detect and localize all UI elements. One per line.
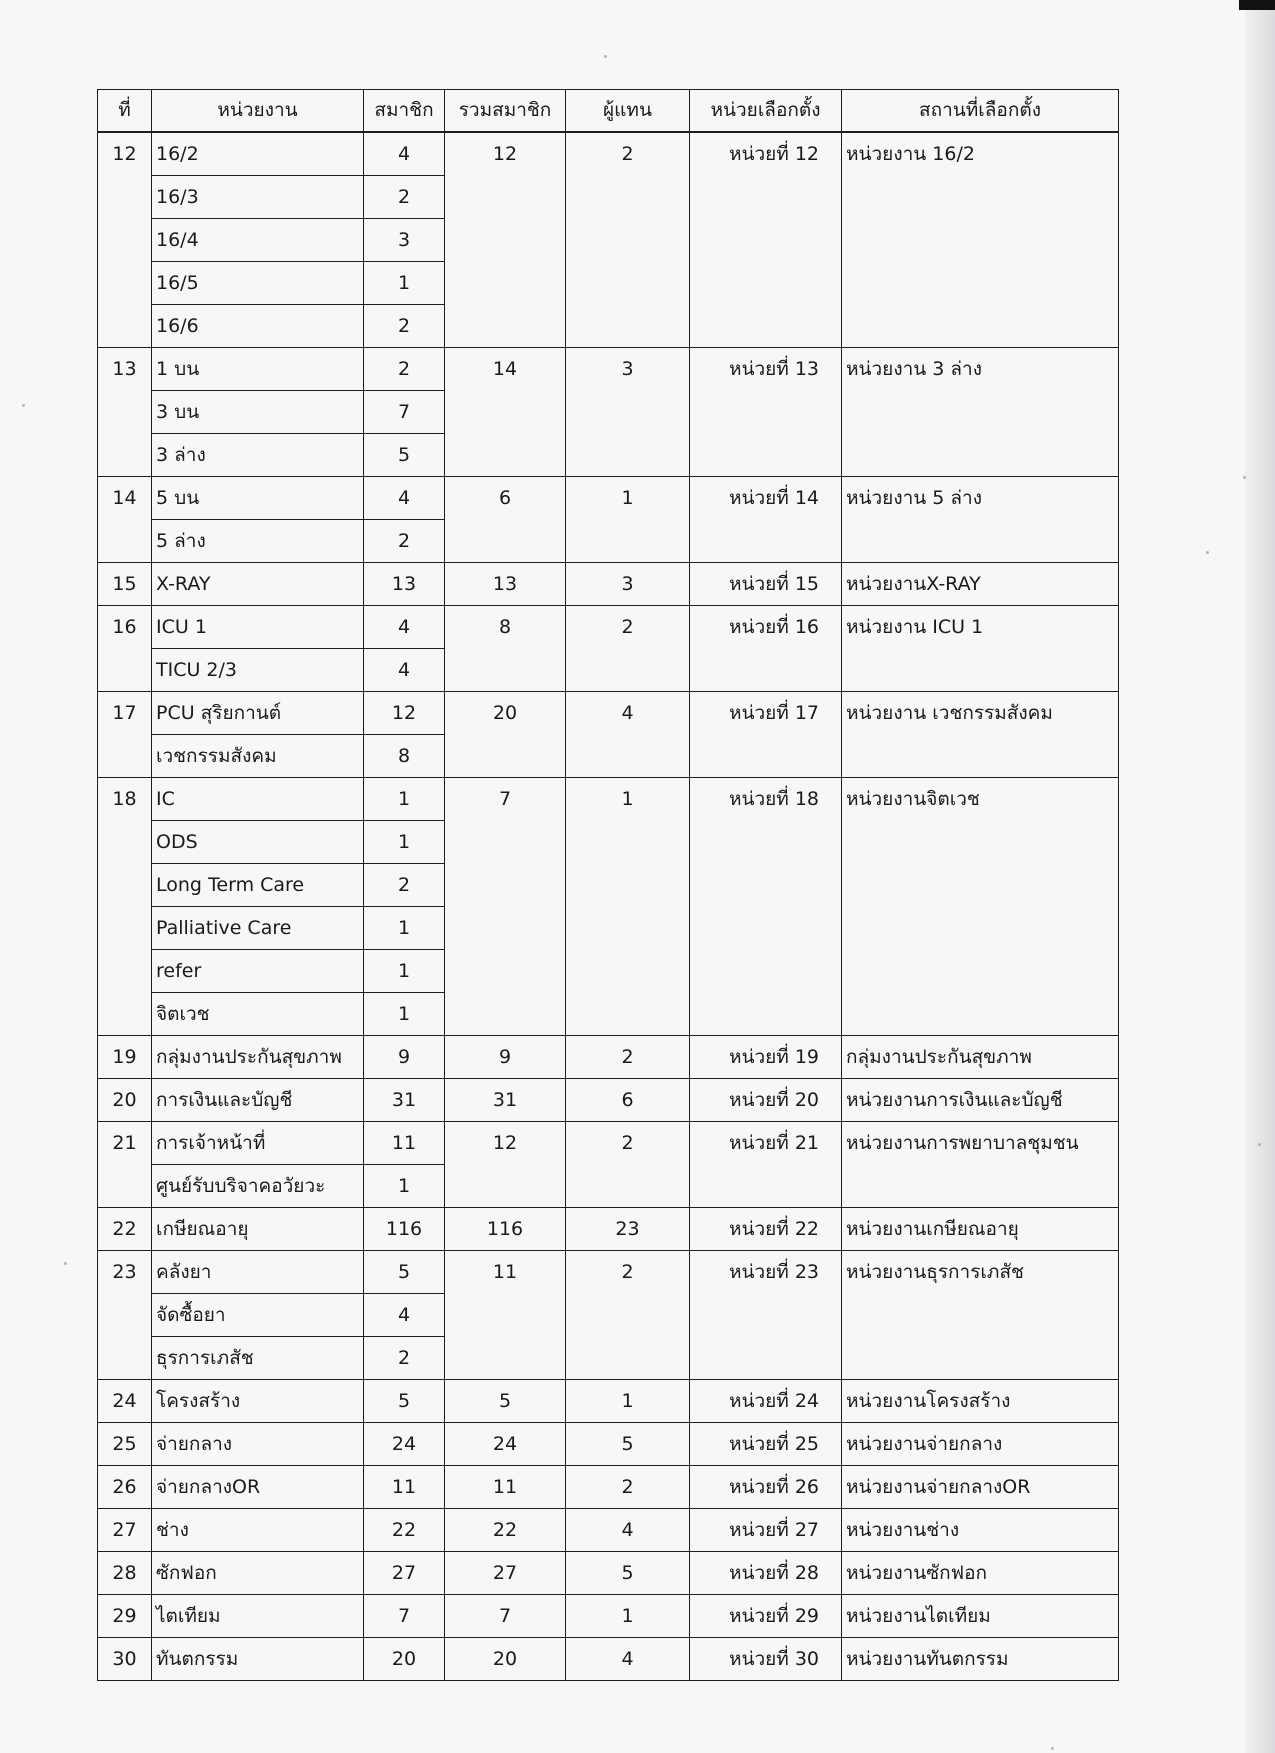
group-number: 22 [98, 1208, 152, 1251]
total-members: 27 [445, 1552, 566, 1595]
department-name: X-RAY [152, 563, 364, 606]
department-name: จ่ายกลาง [152, 1423, 364, 1466]
department-name: PCU สุริยกานต์ [152, 692, 364, 735]
total-members: 12 [445, 1122, 566, 1208]
scan-corner-mark [1239, 0, 1275, 10]
election-place: หน่วยงานจ่ายกลางOR [842, 1466, 1119, 1509]
group-number: 17 [98, 692, 152, 778]
election-unit: หน่วยที่ 29 [690, 1595, 842, 1638]
election-unit: หน่วยที่ 25 [690, 1423, 842, 1466]
election-unit: หน่วยที่ 17 [690, 692, 842, 778]
table-row [98, 778, 1119, 821]
table-row [98, 132, 1119, 176]
representative-count: 2 [566, 1251, 690, 1380]
group-number: 12 [98, 132, 152, 348]
member-count: 5 [364, 434, 445, 477]
election-place: หน่วยงานช่าง [842, 1509, 1119, 1552]
election-place: หน่วยงานโครงสร้าง [842, 1380, 1119, 1423]
member-count: 1 [364, 262, 445, 305]
group-number: 25 [98, 1423, 152, 1466]
header-election-place: สถานที่เลือกตั้ง [842, 90, 1119, 133]
table-row [98, 563, 1119, 606]
department-name: 5 ล่าง [152, 520, 364, 563]
department-name: 3 บน [152, 391, 364, 434]
member-count: 31 [364, 1079, 445, 1122]
header-no: ที่ [98, 90, 152, 133]
member-count: 2 [364, 520, 445, 563]
member-count: 8 [364, 735, 445, 778]
table-row [98, 1079, 1119, 1122]
table-row [98, 1036, 1119, 1079]
table-row [98, 477, 1119, 520]
department-name: 16/5 [152, 262, 364, 305]
member-count: 4 [364, 477, 445, 520]
representative-count: 2 [566, 1466, 690, 1509]
election-unit: หน่วยที่ 24 [690, 1380, 842, 1423]
department-name: ทันตกรรม [152, 1638, 364, 1681]
total-members: 6 [445, 477, 566, 563]
election-place: หน่วยงานทันตกรรม [842, 1638, 1119, 1681]
department-name: เวชกรรมสังคม [152, 735, 364, 778]
member-count: 1 [364, 993, 445, 1036]
member-count: 2 [364, 864, 445, 907]
department-name: ธุรการเภสัช [152, 1337, 364, 1380]
group-number: 28 [98, 1552, 152, 1595]
member-count: 11 [364, 1466, 445, 1509]
representative-count: 2 [566, 606, 690, 692]
election-unit: หน่วยที่ 14 [690, 477, 842, 563]
total-members: 12 [445, 132, 566, 348]
member-count: 24 [364, 1423, 445, 1466]
representative-count: 6 [566, 1079, 690, 1122]
election-unit: หน่วยที่ 28 [690, 1552, 842, 1595]
department-name: โครงสร้าง [152, 1380, 364, 1423]
member-count: 7 [364, 391, 445, 434]
representative-count: 1 [566, 1380, 690, 1423]
representative-count: 4 [566, 692, 690, 778]
member-count: 11 [364, 1122, 445, 1165]
representative-count: 1 [566, 1595, 690, 1638]
header-total-members: รวมสมาชิก [445, 90, 566, 133]
header-members: สมาชิก [364, 90, 445, 133]
department-name: 16/3 [152, 176, 364, 219]
member-count: 5 [364, 1251, 445, 1294]
election-place: หน่วยงาน 16/2 [842, 132, 1119, 348]
representative-count: 4 [566, 1509, 690, 1552]
group-number: 16 [98, 606, 152, 692]
election-place: หน่วยงานธุรการเภสัช [842, 1251, 1119, 1380]
group-number: 19 [98, 1036, 152, 1079]
table-row [98, 1380, 1119, 1423]
representative-count: 23 [566, 1208, 690, 1251]
election-place: หน่วยงาน เวชกรรมสังคม [842, 692, 1119, 778]
group-number: 20 [98, 1079, 152, 1122]
representative-count: 2 [566, 1036, 690, 1079]
group-number: 21 [98, 1122, 152, 1208]
representative-count: 5 [566, 1552, 690, 1595]
group-number: 18 [98, 778, 152, 1036]
department-name: ซักฟอก [152, 1552, 364, 1595]
member-count: 1 [364, 1165, 445, 1208]
header-department: หน่วยงาน [152, 90, 364, 133]
department-name: IC [152, 778, 364, 821]
table-row [98, 1122, 1119, 1165]
election-unit: หน่วยที่ 13 [690, 348, 842, 477]
member-count: 3 [364, 219, 445, 262]
table-row [98, 348, 1119, 391]
representative-count: 4 [566, 1638, 690, 1681]
member-count: 2 [364, 1337, 445, 1380]
representative-count: 3 [566, 563, 690, 606]
group-number: 27 [98, 1509, 152, 1552]
department-name: ICU 1 [152, 606, 364, 649]
election-place: หน่วยงานไตเทียม [842, 1595, 1119, 1638]
election-place: หน่วยงานซักฟอก [842, 1552, 1119, 1595]
header-representatives: ผู้แทน [566, 90, 690, 133]
total-members: 13 [445, 563, 566, 606]
table-row [98, 1251, 1119, 1294]
member-count: 20 [364, 1638, 445, 1681]
department-name: ศูนย์รับบริจาคอวัยวะ [152, 1165, 364, 1208]
election-unit: หน่วยที่ 30 [690, 1638, 842, 1681]
member-count: 27 [364, 1552, 445, 1595]
scan-speck [1051, 1747, 1054, 1750]
representative-count: 2 [566, 132, 690, 348]
group-number: 24 [98, 1380, 152, 1423]
member-count: 4 [364, 606, 445, 649]
department-name: 1 บน [152, 348, 364, 391]
department-name: จ่ายกลางOR [152, 1466, 364, 1509]
total-members: 7 [445, 1595, 566, 1638]
election-place: หน่วยงานการพยาบาลชุมชน [842, 1122, 1119, 1208]
election-place: หน่วยงาน ICU 1 [842, 606, 1119, 692]
department-name: TICU 2/3 [152, 649, 364, 692]
total-members: 11 [445, 1251, 566, 1380]
total-members: 20 [445, 692, 566, 778]
member-count: 4 [364, 132, 445, 176]
election-place: หน่วยงานX-RAY [842, 563, 1119, 606]
representative-count: 1 [566, 778, 690, 1036]
header-election-unit: หน่วยเลือกตั้ง [690, 90, 842, 133]
member-count: 5 [364, 1380, 445, 1423]
member-count: 4 [364, 649, 445, 692]
table-row [98, 1466, 1119, 1509]
total-members: 31 [445, 1079, 566, 1122]
table-row [98, 1638, 1119, 1681]
election-unit: หน่วยที่ 19 [690, 1036, 842, 1079]
representative-count: 5 [566, 1423, 690, 1466]
department-name: 16/4 [152, 219, 364, 262]
election-unit: หน่วยที่ 18 [690, 778, 842, 1036]
member-count: 12 [364, 692, 445, 735]
member-count: 2 [364, 176, 445, 219]
member-count: 13 [364, 563, 445, 606]
department-name: 5 บน [152, 477, 364, 520]
election-units-table [97, 89, 1119, 1681]
member-count: 1 [364, 821, 445, 864]
department-name: refer [152, 950, 364, 993]
election-place: หน่วยงานจ่ายกลาง [842, 1423, 1119, 1466]
member-count: 116 [364, 1208, 445, 1251]
election-unit: หน่วยที่ 20 [690, 1079, 842, 1122]
member-count: 1 [364, 950, 445, 993]
scan-speck [1206, 551, 1209, 554]
total-members: 5 [445, 1380, 566, 1423]
election-unit: หน่วยที่ 15 [690, 563, 842, 606]
department-name: ไตเทียม [152, 1595, 364, 1638]
total-members: 8 [445, 606, 566, 692]
department-name: การเงินและบัญชี [152, 1079, 364, 1122]
representative-count: 3 [566, 348, 690, 477]
scan-speck [22, 404, 25, 407]
total-members: 24 [445, 1423, 566, 1466]
election-place: หน่วยงานจิตเวช [842, 778, 1119, 1036]
department-name: การเจ้าหน้าที่ [152, 1122, 364, 1165]
total-members: 9 [445, 1036, 566, 1079]
member-count: 7 [364, 1595, 445, 1638]
total-members: 14 [445, 348, 566, 477]
department-name: ช่าง [152, 1509, 364, 1552]
scan-speck [1243, 476, 1246, 479]
election-unit: หน่วยที่ 23 [690, 1251, 842, 1380]
total-members: 22 [445, 1509, 566, 1552]
scan-speck [604, 55, 607, 58]
member-count: 1 [364, 778, 445, 821]
group-number: 26 [98, 1466, 152, 1509]
table-row [98, 692, 1119, 735]
table-body [98, 132, 1119, 1681]
scan-speck [1258, 1143, 1261, 1146]
table-row [98, 1423, 1119, 1466]
total-members: 11 [445, 1466, 566, 1509]
department-name: คลังยา [152, 1251, 364, 1294]
group-number: 29 [98, 1595, 152, 1638]
table-header-row [98, 90, 1119, 133]
member-count: 22 [364, 1509, 445, 1552]
department-name: จัดซื้อยา [152, 1294, 364, 1337]
member-count: 1 [364, 907, 445, 950]
department-name: ODS [152, 821, 364, 864]
group-number: 30 [98, 1638, 152, 1681]
department-name: 16/6 [152, 305, 364, 348]
department-name: กลุ่มงานประกันสุขภาพ [152, 1036, 364, 1079]
table-row [98, 1552, 1119, 1595]
department-name: Palliative Care [152, 907, 364, 950]
scan-speck [64, 1262, 67, 1265]
table-row [98, 606, 1119, 649]
representative-count: 1 [566, 477, 690, 563]
election-place: หน่วยงานเกษียณอายุ [842, 1208, 1119, 1251]
group-number: 23 [98, 1251, 152, 1380]
total-members: 7 [445, 778, 566, 1036]
group-number: 13 [98, 348, 152, 477]
member-count: 2 [364, 305, 445, 348]
scanned-page-edge [1245, 0, 1275, 1753]
election-unit: หน่วยที่ 26 [690, 1466, 842, 1509]
election-unit: หน่วยที่ 16 [690, 606, 842, 692]
election-place: หน่วยงานการเงินและบัญชี [842, 1079, 1119, 1122]
department-name: Long Term Care [152, 864, 364, 907]
member-count: 2 [364, 348, 445, 391]
member-count: 4 [364, 1294, 445, 1337]
election-place: หน่วยงาน 3 ล่าง [842, 348, 1119, 477]
table-row [98, 1509, 1119, 1552]
department-name: 16/2 [152, 132, 364, 176]
election-unit: หน่วยที่ 12 [690, 132, 842, 348]
table-row [98, 1595, 1119, 1638]
election-place: กลุ่มงานประกันสุขภาพ [842, 1036, 1119, 1079]
election-unit: หน่วยที่ 21 [690, 1122, 842, 1208]
group-number: 15 [98, 563, 152, 606]
department-name: เกษียณอายุ [152, 1208, 364, 1251]
total-members: 20 [445, 1638, 566, 1681]
department-name: จิตเวช [152, 993, 364, 1036]
table-row [98, 1208, 1119, 1251]
group-number: 14 [98, 477, 152, 563]
election-place: หน่วยงาน 5 ล่าง [842, 477, 1119, 563]
election-unit: หน่วยที่ 27 [690, 1509, 842, 1552]
member-count: 9 [364, 1036, 445, 1079]
representative-count: 2 [566, 1122, 690, 1208]
election-unit: หน่วยที่ 22 [690, 1208, 842, 1251]
total-members: 116 [445, 1208, 566, 1251]
department-name: 3 ล่าง [152, 434, 364, 477]
